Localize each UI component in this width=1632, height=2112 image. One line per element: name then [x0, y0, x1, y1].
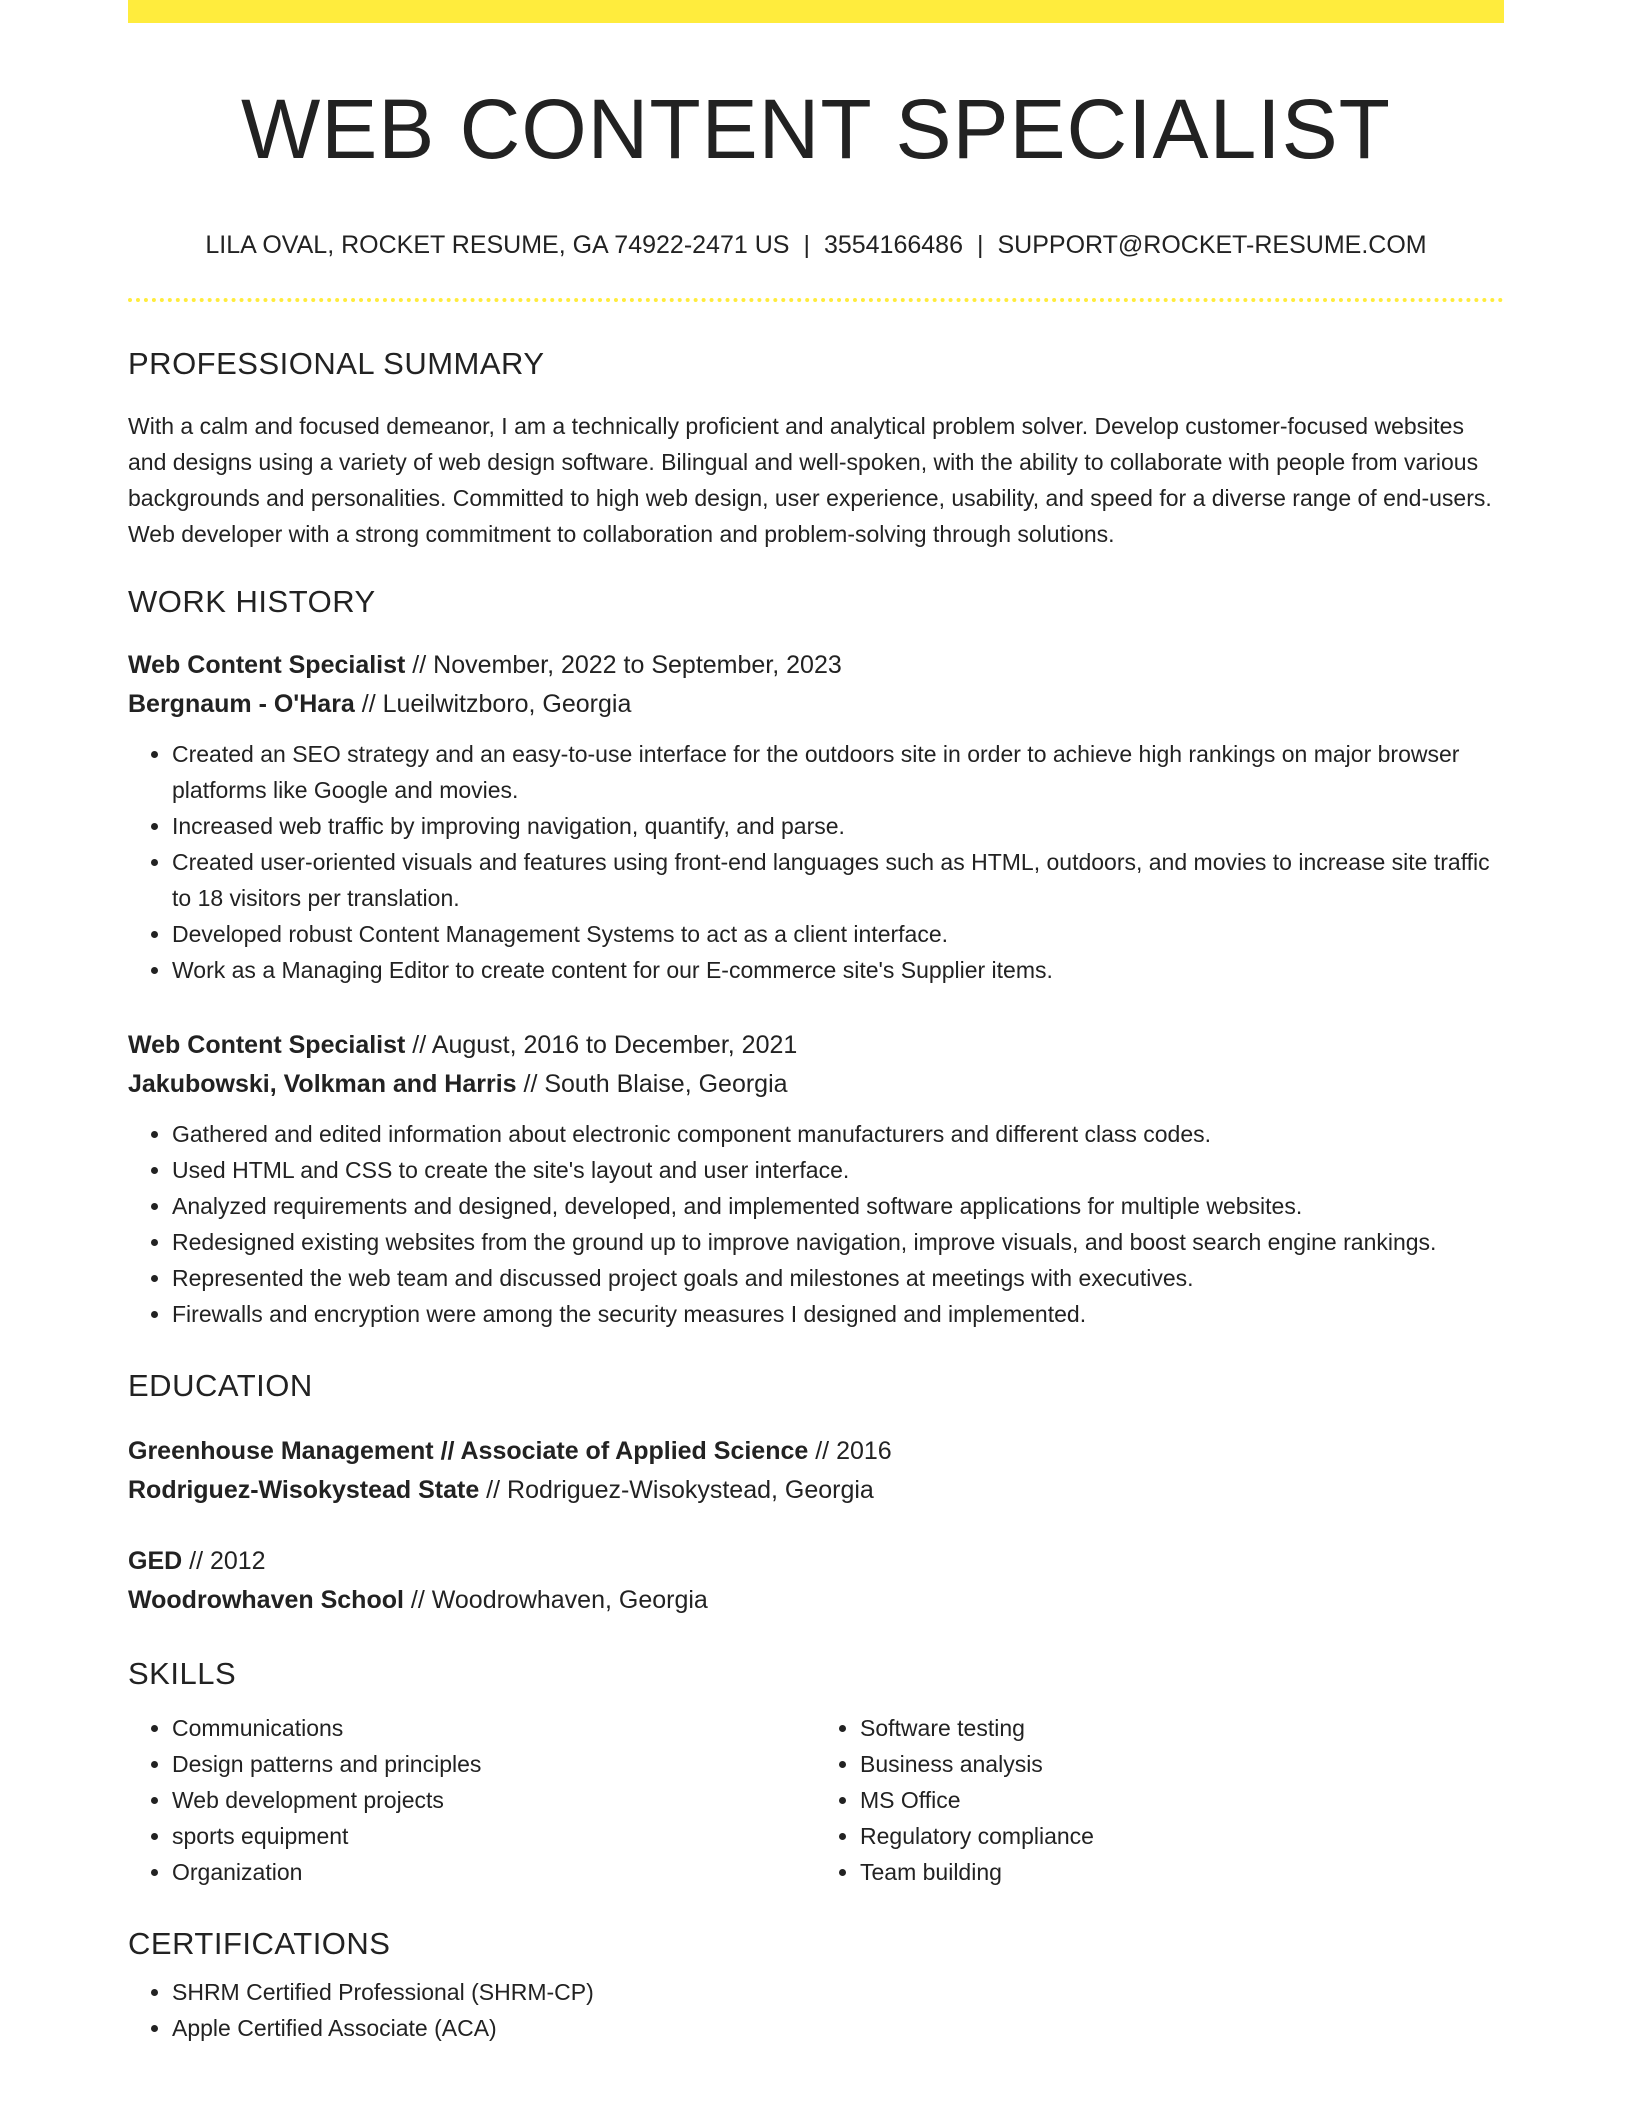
- job-company: Jakubowski, Volkman and Harris: [128, 1070, 517, 1099]
- school-location: // Woodrowhaven, Georgia: [403, 1586, 708, 1615]
- list-item: • Firewalls and encryption were among the security measures I designed and implemented.: [172, 1296, 1504, 1332]
- job-entry: [128, 646, 1504, 988]
- list-item: • Apple Certified Associate (ACA): [172, 2010, 1504, 2046]
- school-line: [128, 1471, 1504, 1510]
- skills-list-right: [816, 1710, 1504, 1890]
- education-entry: [128, 1542, 1504, 1620]
- list-item: • SHRM Certified Professional (SHRM-CP): [172, 1974, 1504, 2010]
- contact-email: SUPPORT@ROCKET-RESUME.COM: [997, 231, 1427, 260]
- job-company: Bergnaum - O'Hara: [128, 690, 355, 719]
- top-accent-bar: [128, 0, 1504, 23]
- list-item: • Team building: [860, 1854, 1504, 1890]
- work-history-heading: WORK HISTORY: [128, 584, 376, 620]
- education-entry: [128, 1432, 1504, 1510]
- list-item: • Redesigned existing websites from the ground up to improve navigation, improve visuals, and boost search engine rankings.: [172, 1224, 1504, 1260]
- dotted-divider: [128, 298, 1504, 302]
- education-heading: EDUCATION: [128, 1368, 313, 1404]
- degree-name: GED: [128, 1547, 183, 1576]
- resume-page: [128, 0, 1504, 2046]
- job-entry: [128, 1026, 1504, 1332]
- list-item: • Web development projects: [172, 1782, 816, 1818]
- job-title: Web Content Specialist: [128, 1031, 406, 1060]
- contact-separator: |: [803, 231, 810, 260]
- job-dates: // November, 2022 to September, 2023: [405, 651, 842, 680]
- job-bullets: [128, 736, 1504, 988]
- degree-name: Greenhouse Management // Associate of Applied Science: [128, 1437, 809, 1466]
- job-location: // South Blaise, Georgia: [516, 1070, 788, 1099]
- contact-line: [128, 231, 1504, 260]
- list-item: • Regulatory compliance: [860, 1818, 1504, 1854]
- resume-title: WEB CONTENT SPECIALIST: [241, 82, 1391, 176]
- school-location: // Rodriguez-Wisokystead, Georgia: [479, 1476, 874, 1505]
- school-line: [128, 1581, 1504, 1620]
- list-item: • Developed robust Content Management Systems to act as a client interface.: [172, 916, 1504, 952]
- contact-separator: |: [976, 231, 984, 260]
- list-item: • Work as a Managing Editor to create content for our E-commerce site's Supplier items.: [172, 952, 1504, 988]
- degree-year: // 2012: [182, 1547, 266, 1576]
- skills-grid: [128, 1710, 1504, 1890]
- summary-text: With a calm and focused demeanor, I am a technically proficient and analytical problem solver. Develop customer-focused websites and designs using a variety of web design software. Bilingual and well-spoken, with the ability to collaborate with people from various backgrounds and personalities. Committed to high web design, user experience, usability, and speed for a diverse range of end-users. Web developer with a strong commitment to collaboration and problem-solving through solutions.: [128, 413, 1492, 548]
- certifications-heading: CERTIFICATIONS: [128, 1926, 391, 1962]
- job-bullets: [128, 1116, 1504, 1332]
- list-item: • Created user-oriented visuals and features using front-end languages such as HTML, outdoors, and movies to increase site traffic to 18 visitors per translation.: [172, 844, 1504, 916]
- certifications-list: [128, 1974, 1504, 2046]
- list-item: • MS Office: [860, 1782, 1504, 1818]
- skills-heading: SKILLS: [128, 1656, 237, 1692]
- list-item: • Communications: [172, 1710, 816, 1746]
- job-dates: // August, 2016 to December, 2021: [405, 1031, 798, 1060]
- list-item: • Used HTML and CSS to create the site's layout and user interface.: [172, 1152, 1504, 1188]
- list-item: • Represented the web team and discussed project goals and milestones at meetings with executives.: [172, 1260, 1504, 1296]
- contact-phone: 3554166486: [823, 231, 963, 260]
- degree-line: [128, 1542, 1504, 1581]
- skills-list-left: [128, 1710, 816, 1890]
- list-item: • Business analysis: [860, 1746, 1504, 1782]
- contact-address: LILA OVAL, ROCKET RESUME, GA 74922-2471 US: [205, 231, 790, 260]
- degree-line: [128, 1432, 1504, 1471]
- list-item: • sports equipment: [172, 1818, 816, 1854]
- job-title-line: [128, 646, 1504, 685]
- job-location: // Lueilwitzboro, Georgia: [354, 690, 632, 719]
- summary-heading: PROFESSIONAL SUMMARY: [128, 346, 545, 382]
- list-item: • Analyzed requirements and designed, developed, and implemented software applications for multiple websites.: [172, 1188, 1504, 1224]
- job-company-line: [128, 1065, 1504, 1104]
- list-item: • Gathered and edited information about electronic component manufacturers and different class codes.: [172, 1116, 1504, 1152]
- school-name: Rodriguez-Wisokystead State: [128, 1476, 480, 1505]
- job-title: Web Content Specialist: [128, 651, 406, 680]
- list-item: • Created an SEO strategy and an easy-to-use interface for the outdoors site in order to achieve high rankings on major browser platforms like Google and movies.: [172, 736, 1504, 808]
- list-item: • Design patterns and principles: [172, 1746, 816, 1782]
- list-item: • Increased web traffic by improving navigation, quantify, and parse.: [172, 808, 1504, 844]
- list-item: • Organization: [172, 1854, 816, 1890]
- school-name: Woodrowhaven School: [128, 1586, 404, 1615]
- list-item: • Software testing: [860, 1710, 1504, 1746]
- job-title-line: [128, 1026, 1504, 1065]
- job-company-line: [128, 685, 1504, 724]
- degree-year: // 2016: [808, 1437, 892, 1466]
